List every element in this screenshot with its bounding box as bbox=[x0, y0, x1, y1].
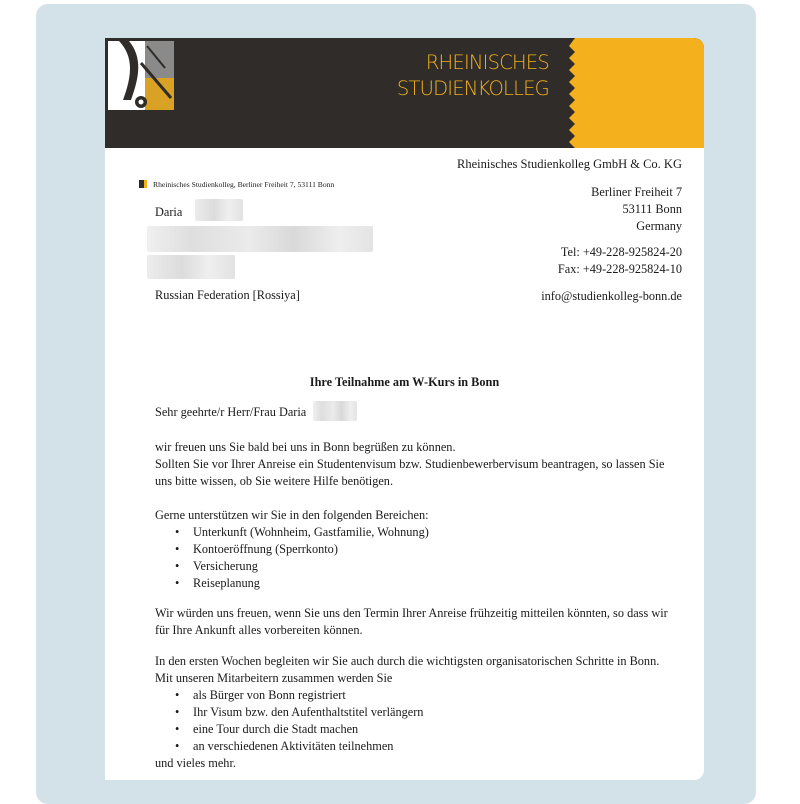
recipient-country: Russian Federation [Rossiya] bbox=[155, 288, 300, 302]
letter-subject: Ihre Teilnahme am W-Kurs in Bonn bbox=[309, 375, 500, 389]
list-item: • Reiseplanung bbox=[155, 575, 675, 592]
list-item: • eine Tour durch die Stadt machen bbox=[155, 721, 675, 738]
closing-line: und vieles mehr. bbox=[155, 756, 236, 770]
contact-email-text: info@studienkolleg-bonn.de bbox=[541, 289, 682, 303]
list-item: • Versicherung bbox=[155, 558, 675, 575]
contact-fax: Fax: +49-228-925824-10 bbox=[557, 262, 682, 276]
paragraph-4-line-2: Mit unseren Mitarbeitern zusammen werden Sie bbox=[155, 671, 393, 685]
paragraph-3-text: Wir würden uns freuen, wenn Sie uns den Termin Ihrer Anreise frühzeitig mitteilen könnten, so dass wir für Ihre Ankunft alles vorbereiten können. bbox=[155, 606, 668, 637]
paragraph-1 bbox=[155, 439, 675, 490]
list-item: • Unterkunft (Wohnheim, Gastfamilie, Wohnung) bbox=[155, 524, 675, 541]
services-list bbox=[155, 524, 675, 592]
paragraph-4 bbox=[155, 653, 675, 772]
redacted-address-line-2 bbox=[147, 255, 235, 279]
contact-email[interactable] bbox=[541, 288, 682, 305]
salutation bbox=[155, 404, 675, 421]
brand-line-1: RHEINISCHES bbox=[425, 51, 549, 74]
brand-wordmark bbox=[389, 50, 549, 102]
recipient-name bbox=[155, 205, 182, 220]
contact-phone-block bbox=[558, 244, 682, 278]
company-name: Rheinisches Studienkolleg GmbH & Co. KG bbox=[457, 157, 682, 171]
contact-country: Germany bbox=[636, 219, 682, 233]
contact-tel: Tel: +49-228-925824-20 bbox=[560, 245, 682, 259]
contact-address bbox=[591, 184, 682, 235]
contact-city: 53111 Bonn bbox=[622, 202, 682, 216]
list-item: • Ihr Visum bzw. den Aufenthaltstitel verlängern bbox=[155, 704, 675, 721]
redacted-salutation-surname bbox=[313, 401, 357, 421]
redacted-address-line-1 bbox=[147, 226, 373, 252]
paragraph-4-line-1: In den ersten Wochen begleiten wir Sie auch durch die wichtigsten organisatorischen Schritte in Bonn. bbox=[155, 654, 660, 668]
list-item: • an verschiedenen Aktivitäten teilnehmen bbox=[155, 738, 675, 755]
paragraph-3 bbox=[155, 605, 675, 639]
paragraph-1-line-1: wir freuen uns Sie bald bei uns in Bonn begrüßen zu können. bbox=[155, 440, 456, 454]
contact-street: Berliner Freiheit 7 bbox=[591, 185, 682, 199]
brand-line-2: STUDIENKOLLEG bbox=[396, 77, 549, 100]
list-item: • als Bürger von Bonn registriert bbox=[155, 687, 675, 704]
mini-logo-icon bbox=[139, 180, 147, 188]
letter-page bbox=[105, 38, 704, 780]
list-item: • Kontoeröffnung (Sperrkonto) bbox=[155, 541, 675, 558]
sender-line-text: Rheinisches Studienkolleg, Berliner Freiheit 7, 53111 Bonn bbox=[153, 180, 335, 189]
redacted-surname bbox=[195, 199, 243, 221]
steps-list bbox=[155, 687, 675, 755]
services-section bbox=[155, 507, 675, 592]
recipient-first-name: Daria bbox=[155, 205, 183, 219]
services-intro: Gerne unterstützen wir Sie in den folgenden Bereichen: bbox=[155, 508, 429, 522]
letterhead bbox=[105, 38, 704, 148]
paragraph-1-line-2: Sollten Sie vor Ihrer Anreise ein Studentenvisum bzw. Studienbewerbervisum beantragen, so lassen Sie uns bitte wissen, ob Sie weitere Hilfe benötigen. bbox=[155, 457, 665, 488]
sender-return-address bbox=[139, 180, 334, 189]
salutation-text: Sehr geehrte/r Herr/Frau Daria bbox=[155, 405, 307, 419]
rheinisches-studienkolleg-logo bbox=[105, 38, 177, 118]
